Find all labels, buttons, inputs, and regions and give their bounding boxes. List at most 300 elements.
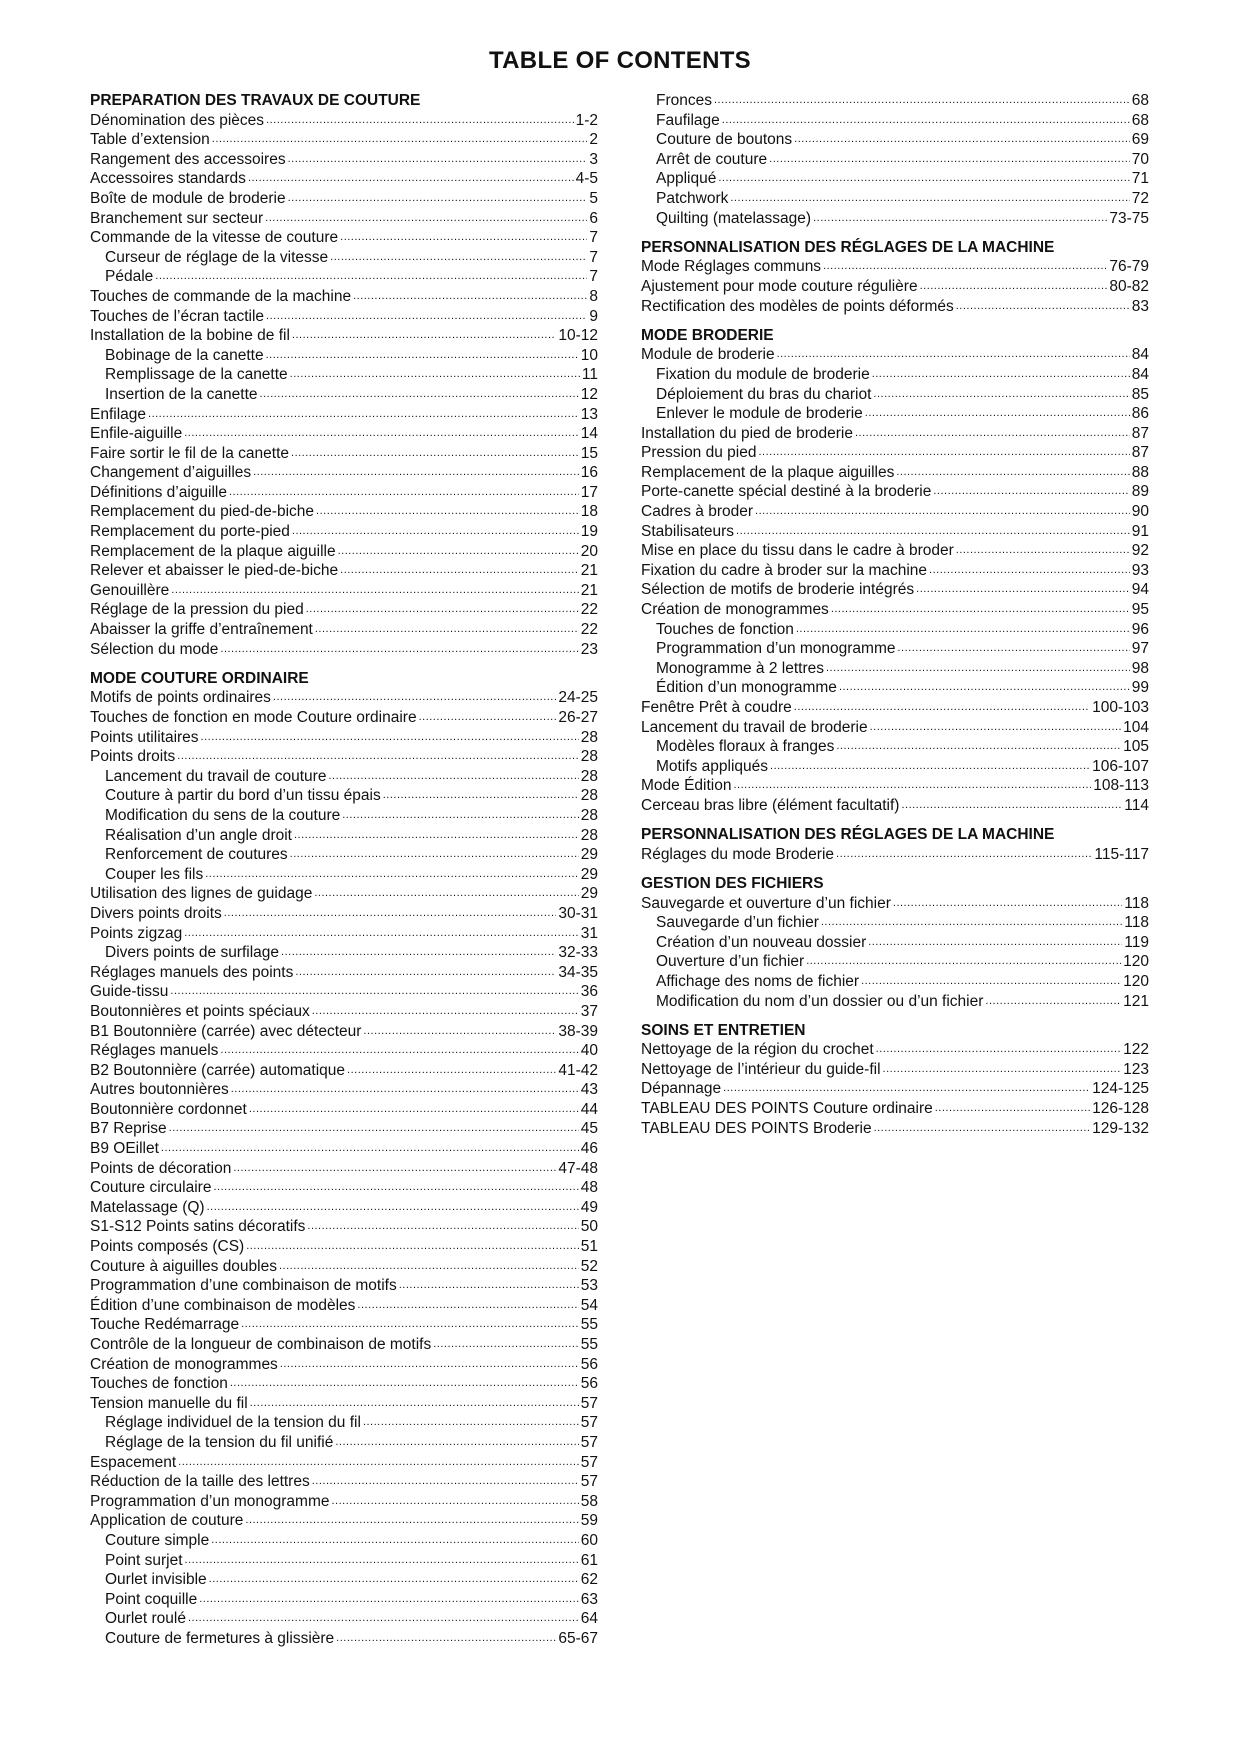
toc-entry[interactable] <box>641 698 1149 718</box>
entry-title: Réduction de la taille des lettres <box>90 1473 310 1491</box>
dot-leader <box>342 806 579 826</box>
toc-entry[interactable] <box>641 385 1149 405</box>
toc-entry[interactable] <box>641 1040 1149 1060</box>
entry-title: Pédale <box>105 268 154 286</box>
page-number: 59 <box>580 1512 598 1530</box>
toc-entry[interactable] <box>641 277 1149 297</box>
dot-leader <box>246 1237 579 1257</box>
toc-entry[interactable] <box>641 443 1149 463</box>
dot-leader <box>290 365 580 385</box>
page-number: 96 <box>1131 620 1149 638</box>
toc-entry[interactable] <box>90 1139 598 1159</box>
page-number: 57 <box>580 1473 598 1491</box>
toc-entry[interactable] <box>90 581 598 601</box>
dot-leader <box>229 483 579 503</box>
toc-entry[interactable] <box>90 1315 598 1335</box>
toc-entry[interactable] <box>90 150 598 170</box>
page-number: 123 <box>1123 1060 1149 1078</box>
dot-leader <box>985 992 1121 1012</box>
entry-title: Création de monogrammes <box>641 601 829 619</box>
entry-title: Mise en place du tissu dans le cadre à broder <box>641 542 954 560</box>
dot-leader <box>288 189 588 209</box>
toc-entry[interactable] <box>90 522 598 542</box>
toc-entry[interactable] <box>90 483 598 503</box>
page-number: 22 <box>580 621 598 639</box>
dot-leader <box>249 1100 579 1120</box>
dot-leader <box>347 1061 556 1081</box>
dot-leader <box>288 150 588 170</box>
entry-title: B9 OEillet <box>90 1140 159 1158</box>
entry-title: Nettoyage de la région du crochet <box>641 1041 874 1059</box>
page-number: 17 <box>580 483 598 501</box>
page-number: 68 <box>1131 111 1149 129</box>
toc-entry[interactable] <box>641 502 1149 522</box>
page-number: 69 <box>1131 131 1149 149</box>
entry-title: Affichage des noms de fichier <box>656 972 860 990</box>
toc-entry[interactable] <box>641 718 1149 738</box>
toc-entry[interactable] <box>641 91 1149 111</box>
entry-title: Appliqué <box>656 170 717 188</box>
page-number: 32-33 <box>558 944 598 962</box>
page-number: 11 <box>581 366 598 384</box>
entry-title: Réglage individuel de la tension du fil <box>105 1414 361 1432</box>
toc-entry[interactable] <box>641 1119 1149 1139</box>
toc-entry[interactable] <box>90 1492 598 1512</box>
dot-leader <box>733 776 1091 796</box>
toc-entry[interactable] <box>90 1178 598 1198</box>
toc-entry[interactable] <box>90 1531 598 1551</box>
toc-entry[interactable] <box>641 952 1149 972</box>
page-number: 26-27 <box>558 709 598 726</box>
page-number: 28 <box>580 787 598 805</box>
toc-entry[interactable] <box>90 767 598 787</box>
toc-entry[interactable] <box>90 502 598 522</box>
toc-entry[interactable] <box>641 541 1149 561</box>
toc-entry[interactable] <box>641 345 1149 365</box>
page-number: 80-82 <box>1109 277 1149 295</box>
toc-entry[interactable] <box>90 708 598 728</box>
toc-entry[interactable] <box>90 904 598 924</box>
page-number: 12 <box>580 385 598 403</box>
toc-entry[interactable] <box>90 444 598 464</box>
toc-entry[interactable] <box>90 1551 598 1571</box>
toc-entry[interactable] <box>90 1119 598 1139</box>
toc-entry[interactable] <box>90 826 598 846</box>
toc-entry[interactable] <box>90 786 598 806</box>
toc-entry[interactable] <box>90 346 598 366</box>
toc-entry[interactable] <box>90 1609 598 1629</box>
dot-leader <box>212 130 588 150</box>
toc-entry[interactable] <box>641 600 1149 620</box>
entry-title: Guide-tissu <box>90 983 169 1001</box>
entry-title: Création d’un nouveau dossier <box>656 933 867 951</box>
entry-title: Réglage de la tension du fil unifié <box>105 1433 334 1451</box>
entry-title: Divers points droits <box>90 904 222 922</box>
toc-entry[interactable] <box>90 600 598 620</box>
entry-title: Curseur de réglage de la vitesse <box>105 248 329 266</box>
dot-leader <box>363 1413 579 1433</box>
toc-entry[interactable] <box>90 1355 598 1375</box>
toc-entry[interactable] <box>641 1099 1149 1119</box>
dot-leader <box>770 757 1090 777</box>
toc-entry[interactable] <box>90 228 598 248</box>
dot-leader <box>266 307 587 327</box>
toc-entry[interactable] <box>641 522 1149 542</box>
toc-entry[interactable] <box>90 1041 598 1061</box>
page-number: 53 <box>580 1277 598 1295</box>
toc-entry[interactable] <box>90 542 598 562</box>
toc-entry[interactable] <box>641 561 1149 581</box>
dot-leader <box>336 1629 556 1649</box>
page-number: 23 <box>580 640 598 658</box>
toc-entry[interactable] <box>90 747 598 767</box>
page-number: 18 <box>580 503 598 521</box>
entry-title: Réglages manuels des points <box>90 963 294 981</box>
entry-title: Boutonnière cordonnet <box>90 1100 247 1118</box>
dot-leader <box>836 737 1121 757</box>
entry-title: Divers points de surfilage <box>105 944 280 962</box>
toc-entry[interactable] <box>641 130 1149 150</box>
toc-entry[interactable] <box>90 884 598 904</box>
toc-entry[interactable] <box>90 405 598 425</box>
dot-leader <box>201 728 579 748</box>
toc-entry[interactable] <box>641 845 1149 865</box>
toc-entry[interactable] <box>90 1100 598 1120</box>
page-number: 51 <box>580 1238 598 1256</box>
entry-title: Pression du pied <box>641 444 757 462</box>
page-number: 73-75 <box>1109 209 1149 227</box>
page-number: 60 <box>580 1531 598 1549</box>
entry-title: Réglage de la pression du pied <box>90 601 304 619</box>
page-number: 70 <box>1131 150 1149 168</box>
toc-entry[interactable] <box>90 1276 598 1296</box>
toc-entry[interactable] <box>641 659 1149 679</box>
page-number: 10 <box>580 346 598 364</box>
section-spacer <box>641 864 1149 874</box>
entry-title: Couture de boutons <box>656 131 793 149</box>
toc-entry[interactable] <box>641 463 1149 483</box>
entry-title: Couture de fermetures à glissière <box>105 1629 335 1647</box>
toc-entry[interactable] <box>641 796 1149 816</box>
toc-entry[interactable] <box>90 326 598 346</box>
toc-entry[interactable] <box>90 1629 598 1649</box>
dot-leader <box>794 698 1090 718</box>
page-number: 65-67 <box>558 1629 598 1647</box>
entry-title: Insertion de la canette <box>105 385 258 403</box>
entry-title: Remplacement de la plaque aiguille <box>90 542 336 560</box>
toc-entry[interactable] <box>90 169 598 189</box>
dot-leader <box>338 542 579 562</box>
entry-title: Abaisser la griffe d’entraînement <box>90 621 313 639</box>
entry-title: Bobinage de la canette <box>105 346 264 364</box>
dot-leader <box>823 257 1107 277</box>
entry-title: Enfile-aiguille <box>90 425 183 443</box>
entry-title: Points utilitaires <box>90 728 199 746</box>
entry-title: Porte-canette spécial destiné à la broderie <box>641 483 932 501</box>
entry-title: Cerceau bras libre (élément facultatif) <box>641 796 900 814</box>
toc-entry[interactable] <box>90 620 598 640</box>
toc-entry[interactable] <box>90 1002 598 1022</box>
entry-title: Points droits <box>90 748 176 766</box>
toc-entry[interactable] <box>641 757 1149 777</box>
toc-entry[interactable] <box>641 737 1149 757</box>
toc-entry[interactable] <box>641 992 1149 1012</box>
toc-entry[interactable] <box>90 688 598 708</box>
toc-entry[interactable] <box>641 257 1149 277</box>
entry-title: Modèles floraux à franges <box>656 738 835 756</box>
dot-leader <box>307 1217 578 1237</box>
dot-leader <box>861 972 1121 992</box>
page-number: 38-39 <box>558 1022 598 1040</box>
dot-leader <box>916 580 1130 600</box>
toc-entry[interactable] <box>641 365 1149 385</box>
toc-entry[interactable] <box>90 728 598 748</box>
page-number: 21 <box>580 581 598 599</box>
toc-entry[interactable] <box>90 943 598 963</box>
toc-entry[interactable] <box>641 482 1149 502</box>
dot-leader <box>230 1374 579 1394</box>
section-heading: SOINS ET ENTRETIEN <box>641 1021 806 1039</box>
toc-entry[interactable] <box>90 561 598 581</box>
page-number: 45 <box>580 1120 598 1138</box>
entry-title: Sauvegarde d’un fichier <box>656 914 819 932</box>
entry-title: Réalisation d’un angle droit <box>105 826 292 844</box>
dot-leader <box>722 111 1130 131</box>
toc-entry[interactable] <box>90 267 598 287</box>
toc-entry[interactable] <box>641 776 1149 796</box>
entry-title: B7 Reprise <box>90 1120 167 1138</box>
toc-entry[interactable] <box>641 111 1149 131</box>
toc-entry[interactable] <box>90 463 598 483</box>
dot-leader <box>831 600 1130 620</box>
page-number: 41-42 <box>558 1061 598 1079</box>
toc-entry[interactable] <box>90 1022 598 1042</box>
toc-entry[interactable] <box>90 365 598 385</box>
dot-leader <box>870 718 1122 738</box>
toc-entry[interactable] <box>90 1433 598 1453</box>
toc-entry[interactable] <box>641 580 1149 600</box>
entry-title: Points composés (CS) <box>90 1238 245 1256</box>
toc-entry[interactable] <box>641 620 1149 640</box>
entry-title: Arrêt de couture <box>656 150 768 168</box>
entry-title: Contrôle de la longueur de combinaison de motifs <box>90 1336 432 1353</box>
toc-entry[interactable] <box>90 1511 598 1531</box>
entry-title: Monogramme à 2 lettres <box>656 659 824 677</box>
entry-title: Touches de fonction <box>656 620 794 638</box>
page-number: 20 <box>580 542 598 560</box>
entry-title: Espacement <box>90 1453 177 1471</box>
dot-leader <box>279 1257 579 1277</box>
page-number: 29 <box>580 885 598 903</box>
page-number: 44 <box>580 1100 598 1118</box>
toc-entry[interactable] <box>641 933 1149 953</box>
dot-leader <box>836 845 1092 865</box>
dot-leader <box>260 385 579 405</box>
toc-entry[interactable] <box>641 1079 1149 1099</box>
toc-entry[interactable] <box>90 307 598 327</box>
dot-leader <box>184 924 579 944</box>
toc-entry[interactable] <box>641 189 1149 209</box>
dot-leader <box>755 502 1130 522</box>
dot-leader <box>758 443 1129 463</box>
toc-entry[interactable] <box>90 806 598 826</box>
toc-entry[interactable] <box>90 1257 598 1277</box>
entry-title: Programmation d’un monogramme <box>656 640 896 658</box>
page-number: 72 <box>1131 189 1149 207</box>
entry-title: Faufilage <box>656 111 720 129</box>
dot-leader <box>224 904 557 924</box>
page-number: 93 <box>1131 561 1149 579</box>
toc-entry[interactable] <box>90 130 598 150</box>
page-number: 57 <box>580 1453 598 1471</box>
dot-leader <box>933 482 1129 502</box>
entry-title: Module de broderie <box>641 346 775 364</box>
dot-leader <box>769 150 1130 170</box>
dot-leader <box>169 1119 579 1139</box>
toc-entry[interactable] <box>90 1453 598 1473</box>
dot-leader <box>796 620 1130 640</box>
section-spacer <box>641 816 1149 826</box>
dot-leader <box>736 522 1130 542</box>
entry-title: B1 Boutonnière (carrée) avec détecteur <box>90 1022 362 1040</box>
entry-title: Réglages manuels <box>90 1042 219 1060</box>
dot-leader <box>874 1119 1091 1139</box>
toc-entry[interactable] <box>641 678 1149 698</box>
toc-entry[interactable] <box>641 169 1149 189</box>
toc-entry[interactable] <box>90 924 598 944</box>
entry-title: Motifs de points ordinaires <box>90 689 271 707</box>
toc-entry[interactable] <box>90 1217 598 1237</box>
toc-entry[interactable] <box>90 424 598 444</box>
toc-entry[interactable] <box>90 1394 598 1414</box>
dot-leader <box>188 1609 579 1629</box>
toc-entry[interactable] <box>641 894 1149 914</box>
dot-leader <box>280 1355 579 1375</box>
toc-entry[interactable] <box>641 150 1149 170</box>
dot-leader <box>357 1296 578 1316</box>
dot-leader <box>248 169 574 189</box>
toc-entry[interactable] <box>90 287 598 307</box>
page-number: 28 <box>580 826 598 844</box>
page-number: 49 <box>580 1198 598 1216</box>
toc-entry[interactable] <box>90 845 598 865</box>
entry-title: Rectification des modèles de points déformés <box>641 297 954 315</box>
section-heading: PERSONNALISATION DES RÉGLAGES DE LA MACHINE <box>641 826 1055 844</box>
toc-entry[interactable] <box>90 1237 598 1257</box>
page-number: 86 <box>1131 405 1149 423</box>
toc-entry[interactable] <box>641 297 1149 317</box>
dot-leader <box>855 424 1130 444</box>
toc-entry[interactable] <box>90 385 598 405</box>
page-number: 83 <box>1131 297 1149 315</box>
dot-leader <box>714 91 1130 111</box>
page-number: 34-35 <box>558 963 598 981</box>
toc-entry[interactable] <box>90 982 598 1002</box>
toc-entry[interactable] <box>90 1590 598 1610</box>
entry-title: Points zigzag <box>90 924 183 942</box>
toc-entry[interactable] <box>90 1080 598 1100</box>
toc-entry[interactable] <box>641 424 1149 444</box>
toc-entry[interactable] <box>90 1198 598 1218</box>
dot-leader <box>893 894 1122 914</box>
section-spacer <box>90 659 598 669</box>
page-number: 36 <box>580 983 598 1001</box>
toc-entry[interactable] <box>90 189 598 209</box>
page-number: 28 <box>580 767 598 785</box>
entry-title: Sélection de motifs de broderie intégrés <box>641 581 915 599</box>
toc-entry[interactable] <box>90 963 598 983</box>
page-number: 68 <box>1131 92 1149 109</box>
entry-title: Dépannage <box>641 1080 722 1098</box>
toc-entry[interactable] <box>90 1335 598 1355</box>
dot-leader <box>920 277 1108 297</box>
page-number: 10-12 <box>558 327 598 345</box>
toc-entry[interactable] <box>90 1296 598 1316</box>
page-number: 55 <box>580 1316 598 1334</box>
entry-title: Ouverture d’un fichier <box>656 953 805 971</box>
toc-entry[interactable] <box>90 1061 598 1081</box>
entry-title: Définitions d’aiguille <box>90 483 227 501</box>
dot-leader <box>155 267 587 287</box>
toc-entry[interactable] <box>90 1472 598 1492</box>
dot-leader <box>806 952 1121 972</box>
entry-title: Touches de fonction <box>90 1375 228 1393</box>
entry-title: Genouillère <box>90 581 170 599</box>
toc-entry[interactable] <box>641 972 1149 992</box>
dot-leader <box>340 561 579 581</box>
toc-entry[interactable] <box>90 209 598 229</box>
toc-entry[interactable] <box>641 1060 1149 1080</box>
dot-leader <box>292 522 579 542</box>
entry-title: Couture simple <box>105 1531 210 1549</box>
toc-entry[interactable] <box>90 865 598 885</box>
toc-entry[interactable] <box>641 404 1149 424</box>
dot-leader <box>723 1079 1090 1099</box>
page-number: 108-113 <box>1093 777 1149 795</box>
toc-entry[interactable] <box>641 639 1149 659</box>
entry-title: Nettoyage de l’intérieur du guide-fil <box>641 1060 881 1078</box>
dot-leader <box>868 933 1122 953</box>
dot-leader <box>250 1394 579 1414</box>
section-spacer <box>641 228 1149 238</box>
page-number: 54 <box>580 1296 598 1314</box>
entry-title: Installation de la bobine de fil <box>90 327 290 345</box>
dot-leader <box>883 1060 1122 1080</box>
page-number: 85 <box>1131 385 1149 403</box>
entry-title: Branchement sur secteur <box>90 209 264 227</box>
toc-entry[interactable] <box>90 1413 598 1433</box>
toc-entry[interactable] <box>641 209 1149 229</box>
toc-entry[interactable] <box>90 111 598 131</box>
toc-entry[interactable] <box>90 248 598 268</box>
entry-title: Fenêtre Prêt à coudre <box>641 699 792 716</box>
entry-title: Application de couture <box>90 1512 244 1530</box>
dot-leader <box>266 346 579 366</box>
entry-title: Remplissage de la canette <box>105 366 288 384</box>
toc-entry[interactable] <box>641 913 1149 933</box>
toc-entry[interactable] <box>90 1570 598 1590</box>
dot-leader <box>383 786 579 806</box>
toc-entry[interactable] <box>90 1159 598 1179</box>
entry-title: B2 Boutonnière (carrée) automatique <box>90 1061 346 1079</box>
entry-title: Ajustement pour mode couture régulière <box>641 277 918 295</box>
toc-entry[interactable] <box>90 640 598 660</box>
toc-entry[interactable] <box>90 1374 598 1394</box>
dot-leader <box>266 111 574 131</box>
page-number: 71 <box>1131 170 1149 188</box>
entry-title: Quilting (matelassage) <box>656 209 812 227</box>
dot-leader <box>312 1472 579 1492</box>
